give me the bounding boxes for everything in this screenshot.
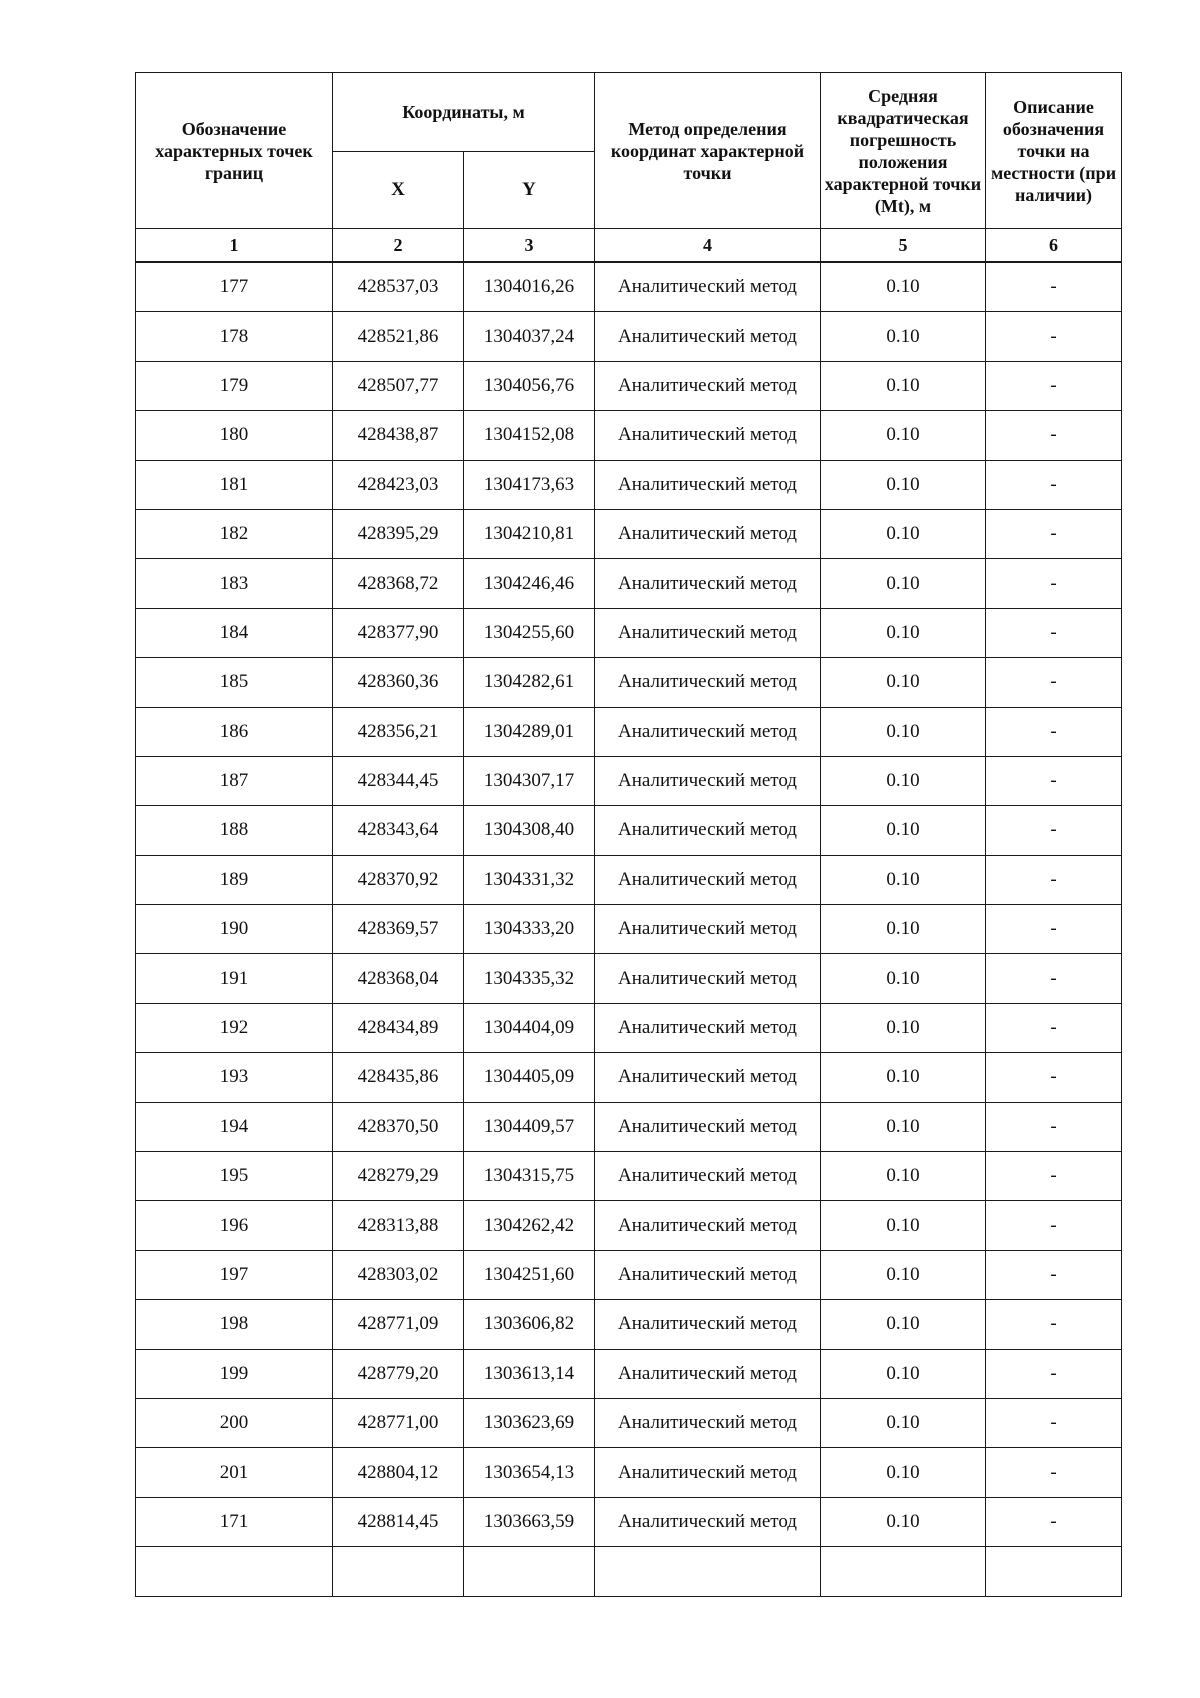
- cell-method: Аналитический метод: [595, 1102, 821, 1151]
- cell-description: -: [986, 608, 1122, 657]
- cell-y: 1304333,20: [464, 905, 595, 954]
- column-number: 4: [595, 229, 821, 263]
- cell-error: 0.10: [821, 954, 986, 1003]
- cell-error: 0.10: [821, 608, 986, 657]
- cell-description: -: [986, 559, 1122, 608]
- cell-point: 193: [136, 1053, 333, 1102]
- header-error: Средняя квадратическая погрешность положения характерной точки (Mt), м: [821, 73, 986, 229]
- header-method: Метод определения координат характерной точки: [595, 73, 821, 229]
- cell-x: 428779,20: [333, 1349, 464, 1398]
- cell-point: 190: [136, 905, 333, 954]
- header-x: X: [333, 152, 464, 229]
- header-description: Описание обозначения точки на местности (при наличии): [986, 73, 1122, 229]
- cell-point: 183: [136, 559, 333, 608]
- cell-y: 1304210,81: [464, 509, 595, 558]
- coordinates-table: [135, 72, 1122, 1597]
- cell-description: -: [986, 1497, 1122, 1546]
- cell-x: 428369,57: [333, 905, 464, 954]
- cell-error: 0.10: [821, 806, 986, 855]
- cell-description: -: [986, 905, 1122, 954]
- cell-point: 201: [136, 1448, 333, 1497]
- table-row: [136, 1448, 1122, 1497]
- table-row: [136, 361, 1122, 410]
- cell-description: -: [986, 756, 1122, 805]
- table-row: [136, 954, 1122, 1003]
- cell-error: 0.10: [821, 1053, 986, 1102]
- cell-point: 177: [136, 262, 333, 312]
- cell-x: 428313,88: [333, 1201, 464, 1250]
- cell-y: 1304056,76: [464, 361, 595, 410]
- cell-y: 1304016,26: [464, 262, 595, 312]
- cell-method: Аналитический метод: [595, 608, 821, 657]
- cell-method: Аналитический метод: [595, 559, 821, 608]
- empty-cell: [595, 1547, 821, 1596]
- cell-y: 1304289,01: [464, 707, 595, 756]
- cell-x: 428434,89: [333, 1003, 464, 1052]
- cell-y: 1304262,42: [464, 1201, 595, 1250]
- cell-y: 1303606,82: [464, 1300, 595, 1349]
- cell-x: 428435,86: [333, 1053, 464, 1102]
- cell-description: -: [986, 1349, 1122, 1398]
- cell-y: 1304308,40: [464, 806, 595, 855]
- cell-method: Аналитический метод: [595, 658, 821, 707]
- cell-y: 1304335,32: [464, 954, 595, 1003]
- cell-error: 0.10: [821, 312, 986, 361]
- cell-point: 198: [136, 1300, 333, 1349]
- cell-point: 191: [136, 954, 333, 1003]
- table-row: [136, 262, 1122, 312]
- cell-error: 0.10: [821, 1398, 986, 1447]
- cell-description: -: [986, 1398, 1122, 1447]
- table-row: [136, 460, 1122, 509]
- table-row: [136, 312, 1122, 361]
- cell-point: 180: [136, 411, 333, 460]
- cell-x: 428279,29: [333, 1152, 464, 1201]
- cell-x: 428360,36: [333, 658, 464, 707]
- cell-y: 1304315,75: [464, 1152, 595, 1201]
- cell-method: Аналитический метод: [595, 1300, 821, 1349]
- cell-point: 194: [136, 1102, 333, 1151]
- table-row: [136, 1250, 1122, 1299]
- empty-row: [136, 1547, 1122, 1596]
- cell-point: 188: [136, 806, 333, 855]
- cell-method: Аналитический метод: [595, 312, 821, 361]
- cell-method: Аналитический метод: [595, 1398, 821, 1447]
- cell-method: Аналитический метод: [595, 509, 821, 558]
- cell-method: Аналитический метод: [595, 1201, 821, 1250]
- table-row: [136, 905, 1122, 954]
- cell-error: 0.10: [821, 1300, 986, 1349]
- table-row: [136, 756, 1122, 805]
- cell-description: -: [986, 954, 1122, 1003]
- cell-description: -: [986, 707, 1122, 756]
- cell-description: -: [986, 1448, 1122, 1497]
- table-row: [136, 1102, 1122, 1151]
- cell-x: 428370,50: [333, 1102, 464, 1151]
- table-body: [136, 262, 1122, 1596]
- cell-x: 428303,02: [333, 1250, 464, 1299]
- cell-method: Аналитический метод: [595, 756, 821, 805]
- cell-method: Аналитический метод: [595, 1053, 821, 1102]
- table-row: [136, 1398, 1122, 1447]
- cell-x: 428771,00: [333, 1398, 464, 1447]
- table-row: [136, 1201, 1122, 1250]
- cell-description: -: [986, 855, 1122, 904]
- cell-error: 0.10: [821, 1201, 986, 1250]
- cell-y: 1304307,17: [464, 756, 595, 805]
- cell-error: 0.10: [821, 361, 986, 410]
- cell-point: 171: [136, 1497, 333, 1546]
- cell-error: 0.10: [821, 262, 986, 312]
- cell-description: -: [986, 1003, 1122, 1052]
- cell-method: Аналитический метод: [595, 1448, 821, 1497]
- cell-method: Аналитический метод: [595, 1003, 821, 1052]
- column-number-row: [136, 229, 1122, 263]
- cell-error: 0.10: [821, 905, 986, 954]
- cell-error: 0.10: [821, 1102, 986, 1151]
- cell-error: 0.10: [821, 1349, 986, 1398]
- cell-point: 197: [136, 1250, 333, 1299]
- cell-y: 1303654,13: [464, 1448, 595, 1497]
- cell-x: 428344,45: [333, 756, 464, 805]
- table-row: [136, 1152, 1122, 1201]
- cell-x: 428356,21: [333, 707, 464, 756]
- cell-method: Аналитический метод: [595, 262, 821, 312]
- cell-point: 187: [136, 756, 333, 805]
- cell-point: 189: [136, 855, 333, 904]
- cell-x: 428438,87: [333, 411, 464, 460]
- cell-y: 1304404,09: [464, 1003, 595, 1052]
- cell-point: 179: [136, 361, 333, 410]
- header-coordinates: Координаты, м: [333, 73, 595, 152]
- cell-y: 1304405,09: [464, 1053, 595, 1102]
- cell-method: Аналитический метод: [595, 954, 821, 1003]
- cell-x: 428507,77: [333, 361, 464, 410]
- cell-method: Аналитический метод: [595, 1497, 821, 1546]
- header-point-designation: Обозначение характерных точек границ: [136, 73, 333, 229]
- cell-method: Аналитический метод: [595, 1250, 821, 1299]
- cell-x: 428368,72: [333, 559, 464, 608]
- cell-y: 1303623,69: [464, 1398, 595, 1447]
- cell-y: 1304173,63: [464, 460, 595, 509]
- cell-y: 1304246,46: [464, 559, 595, 608]
- cell-error: 0.10: [821, 1448, 986, 1497]
- header-row: [136, 73, 1122, 152]
- cell-y: 1304251,60: [464, 1250, 595, 1299]
- column-number: 5: [821, 229, 986, 263]
- cell-description: -: [986, 1300, 1122, 1349]
- table-header: [136, 73, 1122, 263]
- table-row: [136, 1497, 1122, 1546]
- cell-description: -: [986, 460, 1122, 509]
- cell-error: 0.10: [821, 509, 986, 558]
- column-number: 3: [464, 229, 595, 263]
- cell-x: 428537,03: [333, 262, 464, 312]
- table-row: [136, 411, 1122, 460]
- table-row: [136, 855, 1122, 904]
- cell-method: Аналитический метод: [595, 905, 821, 954]
- cell-x: 428370,92: [333, 855, 464, 904]
- cell-description: -: [986, 361, 1122, 410]
- cell-point: 192: [136, 1003, 333, 1052]
- empty-cell: [333, 1547, 464, 1596]
- cell-x: 428368,04: [333, 954, 464, 1003]
- table-row: [136, 1053, 1122, 1102]
- cell-y: 1304282,61: [464, 658, 595, 707]
- cell-y: 1304331,32: [464, 855, 595, 904]
- column-number: 2: [333, 229, 464, 263]
- cell-description: -: [986, 509, 1122, 558]
- cell-y: 1303613,14: [464, 1349, 595, 1398]
- cell-description: -: [986, 262, 1122, 312]
- empty-cell: [464, 1547, 595, 1596]
- cell-description: -: [986, 1102, 1122, 1151]
- cell-error: 0.10: [821, 1497, 986, 1546]
- cell-description: -: [986, 1250, 1122, 1299]
- cell-error: 0.10: [821, 411, 986, 460]
- table-row: [136, 658, 1122, 707]
- cell-x: 428423,03: [333, 460, 464, 509]
- cell-y: 1304409,57: [464, 1102, 595, 1151]
- cell-description: -: [986, 411, 1122, 460]
- cell-x: 428814,45: [333, 1497, 464, 1546]
- cell-x: 428804,12: [333, 1448, 464, 1497]
- cell-method: Аналитический метод: [595, 707, 821, 756]
- cell-error: 0.10: [821, 1152, 986, 1201]
- header-y: Y: [464, 152, 595, 229]
- table-row: [136, 559, 1122, 608]
- cell-point: 178: [136, 312, 333, 361]
- cell-error: 0.10: [821, 1250, 986, 1299]
- cell-point: 196: [136, 1201, 333, 1250]
- table-row: [136, 608, 1122, 657]
- cell-method: Аналитический метод: [595, 1152, 821, 1201]
- cell-method: Аналитический метод: [595, 806, 821, 855]
- empty-cell: [136, 1547, 333, 1596]
- cell-point: 195: [136, 1152, 333, 1201]
- cell-description: -: [986, 806, 1122, 855]
- cell-y: 1304037,24: [464, 312, 595, 361]
- table-row: [136, 1300, 1122, 1349]
- cell-description: -: [986, 1053, 1122, 1102]
- cell-method: Аналитический метод: [595, 460, 821, 509]
- cell-description: -: [986, 1201, 1122, 1250]
- cell-description: -: [986, 312, 1122, 361]
- cell-x: 428377,90: [333, 608, 464, 657]
- cell-point: 186: [136, 707, 333, 756]
- cell-point: 184: [136, 608, 333, 657]
- cell-method: Аналитический метод: [595, 411, 821, 460]
- cell-method: Аналитический метод: [595, 1349, 821, 1398]
- cell-method: Аналитический метод: [595, 361, 821, 410]
- cell-x: 428395,29: [333, 509, 464, 558]
- cell-x: 428343,64: [333, 806, 464, 855]
- column-number: 6: [986, 229, 1122, 263]
- cell-description: -: [986, 1152, 1122, 1201]
- cell-error: 0.10: [821, 855, 986, 904]
- cell-error: 0.10: [821, 658, 986, 707]
- table-row: [136, 806, 1122, 855]
- cell-point: 182: [136, 509, 333, 558]
- cell-y: 1304152,08: [464, 411, 595, 460]
- cell-method: Аналитический метод: [595, 855, 821, 904]
- table-row: [136, 1003, 1122, 1052]
- empty-cell: [986, 1547, 1122, 1596]
- empty-cell: [821, 1547, 986, 1596]
- table-row: [136, 707, 1122, 756]
- cell-error: 0.10: [821, 756, 986, 805]
- cell-point: 199: [136, 1349, 333, 1398]
- cell-error: 0.10: [821, 1003, 986, 1052]
- table-row: [136, 509, 1122, 558]
- table-row: [136, 1349, 1122, 1398]
- cell-point: 185: [136, 658, 333, 707]
- cell-error: 0.10: [821, 559, 986, 608]
- cell-point: 181: [136, 460, 333, 509]
- cell-error: 0.10: [821, 707, 986, 756]
- cell-point: 200: [136, 1398, 333, 1447]
- column-number: 1: [136, 229, 333, 263]
- cell-y: 1304255,60: [464, 608, 595, 657]
- cell-error: 0.10: [821, 460, 986, 509]
- cell-x: 428771,09: [333, 1300, 464, 1349]
- cell-y: 1303663,59: [464, 1497, 595, 1546]
- cell-description: -: [986, 658, 1122, 707]
- cell-x: 428521,86: [333, 312, 464, 361]
